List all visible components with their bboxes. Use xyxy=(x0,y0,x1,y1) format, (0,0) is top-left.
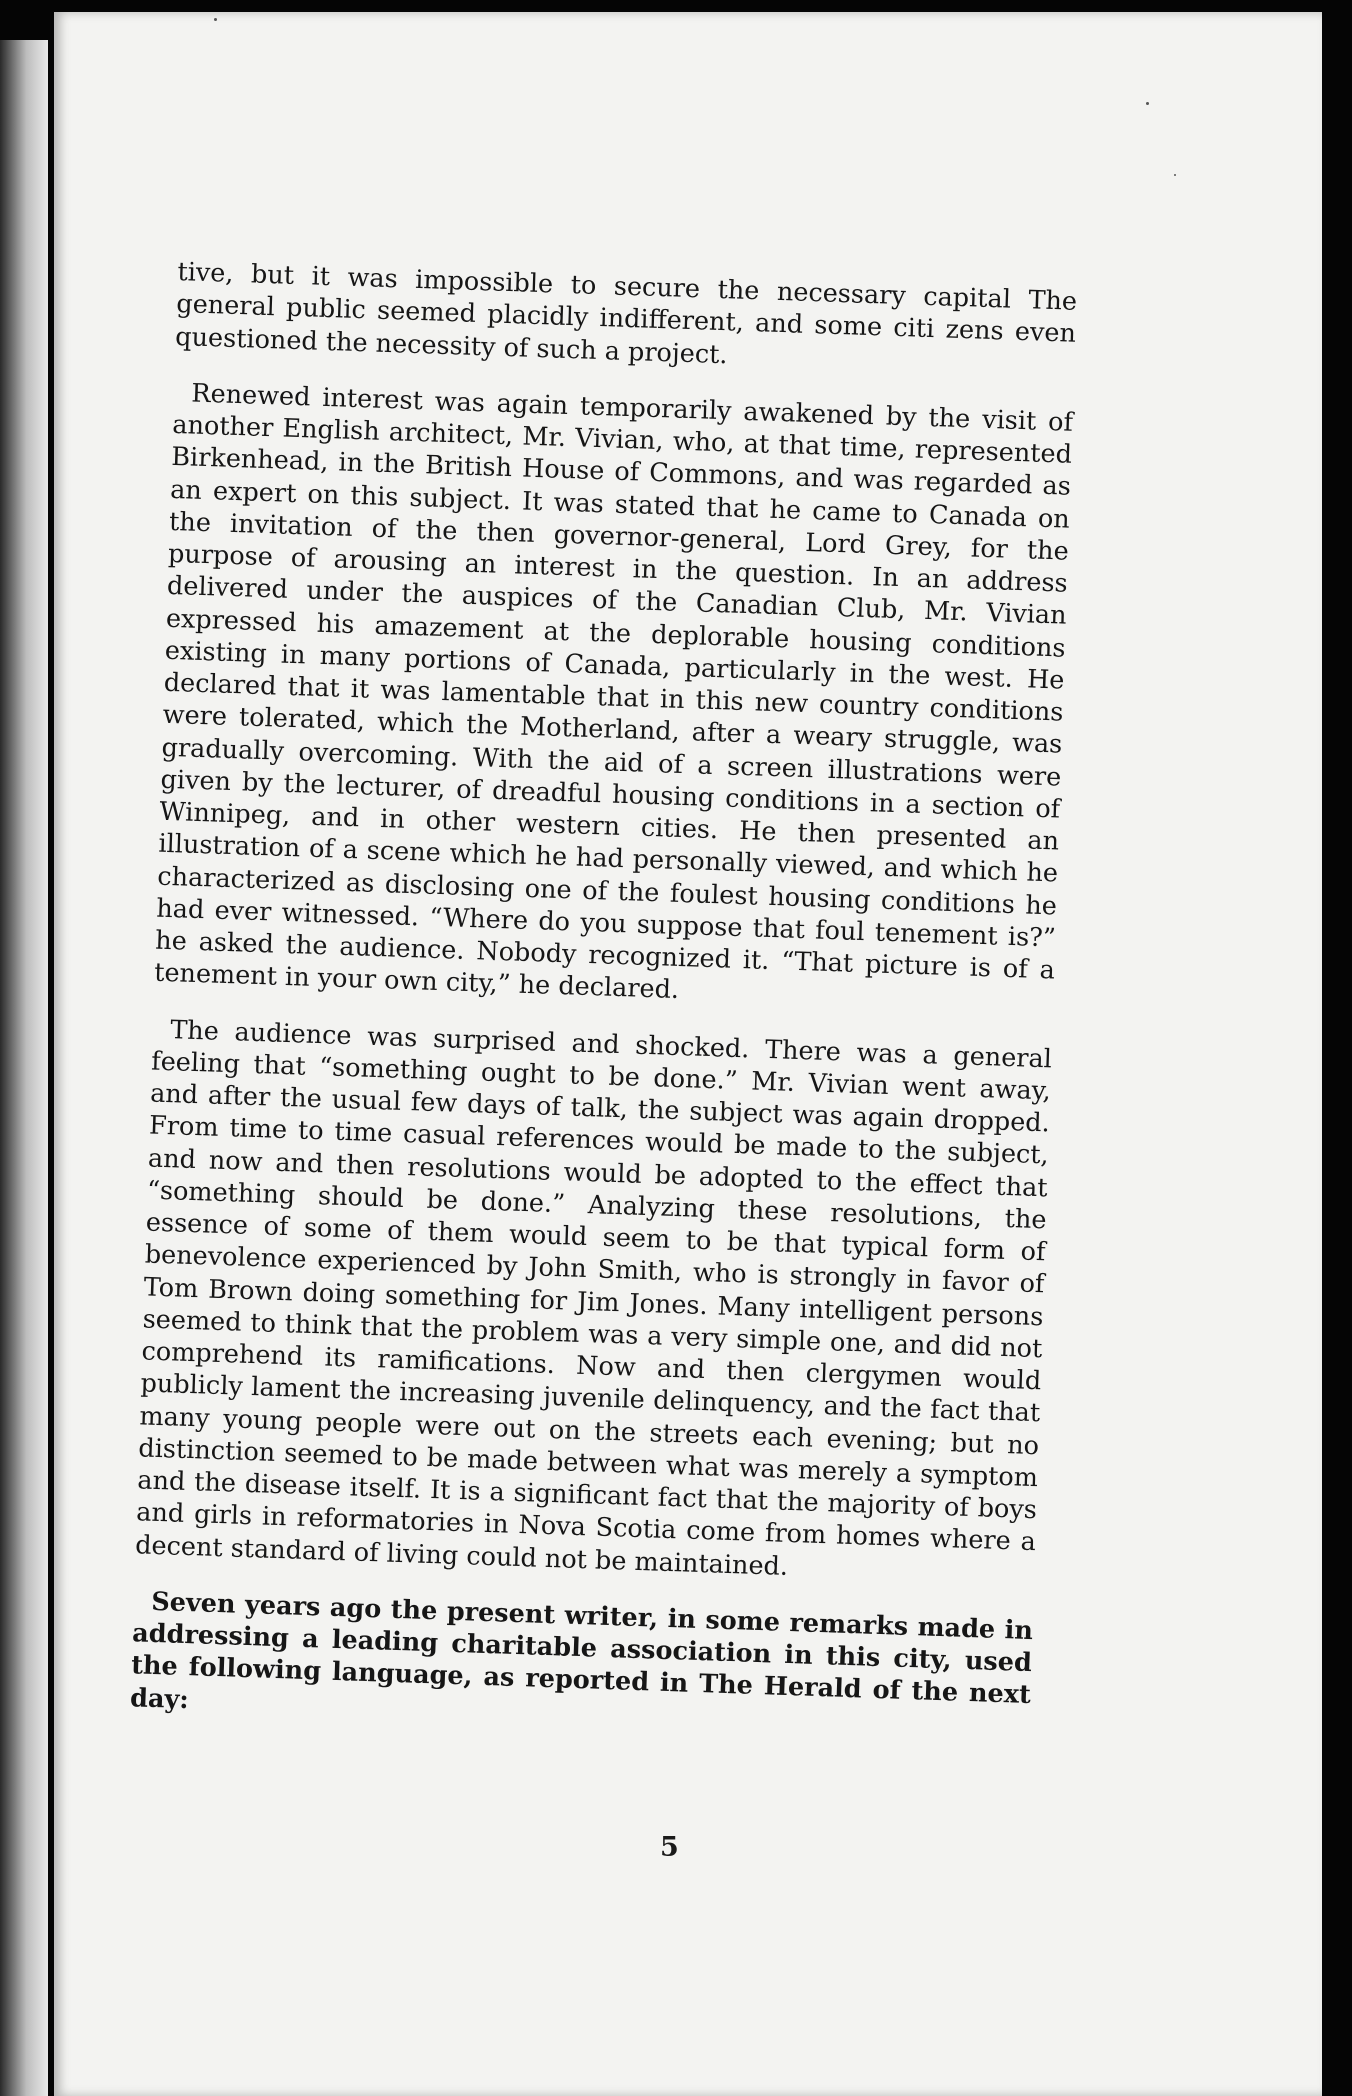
paragraph-audience-reaction: The audience was surprised and shocked. There was a general feeling that “something ought to be done.” Mr. Vivian went away, and after the usual few days of talk, the subject was again dropped. From time to time casual references would be made to the subject, and now and then resolutions would be adopted to the effect that “something should be done.” Analyzing these resolutions, the essence of some of them would seem to be that typical form of benevolence experienced by John Smith, who is strongly in favor of Tom Brown doing something for Jim Jones. Many intelligent persons seemed to think that the problem was a very simple one, and did not comprehend its ramifications. Now and then clergymen would publicly lament the increasing juvenile delinquency, and the fact that many young people were out on the streets each evening; but no distinction seemed to be made between what was merely a symptom and the disease itself. It is a significant fact that the majority of boys and girls in reformatories in Nova Scotia come from homes where a decent standard of living could not be maintained. xyxy=(134,1014,1053,1582)
scan-speck xyxy=(214,18,217,21)
paragraph-vivian-visit: Renewed interest was again temporarily awakened by the visit of another English architect, Mr. Vivian, who, at that time, represented Birkenhead, in the British House of Commons, and was regarded as an expert on this subject. It was stated that he came to Canada on the invitation of the then governor-general, Lord Grey, for the purpose of arousing an interest in the question. In an address delivered under the auspices of the Canadian Club, Mr. Vivian expressed his amazement at the deplorable housing conditions existing in many portions of Canada, particularly in the west. He declared that it was lamentable that in this new country conditions were tolerated, which the Motherland, after a weary struggle, was gradually overcoming. With the aid of a screen illustrations were given by the lecturer, of dreadful housing conditions in a section of Winnipeg, and in other western cities. He then presented an illustration of a scene which he had personally viewed, and which he characterized as disclosing one of the foulest housing conditions he had ever witnessed. “Where do you suppose that foul tenement is?” he asked the audience. Nobody recognized it. “That picture is of a tenement in your own city,” he declared. xyxy=(153,378,1074,1006)
paragraph-continuation: tive, but it was impossible to secure the necessary capital The general public seemed placidly indifferent, and some citi zens even questioned the necessity of such a project. xyxy=(174,256,1078,370)
page-number: 5 xyxy=(660,1832,679,1863)
adjacent-page-edge xyxy=(0,40,48,2096)
scan-speck xyxy=(1174,174,1176,176)
paragraph-seven-years-ago: Seven years ago the present writer, in some remarks made in addressing a leading charitable association in this city, used the following language, as reported in The Herald of the next day: xyxy=(129,1586,1034,1715)
scan-speck xyxy=(1146,102,1149,105)
document-page xyxy=(54,12,1322,2096)
body-text xyxy=(129,256,1078,1768)
